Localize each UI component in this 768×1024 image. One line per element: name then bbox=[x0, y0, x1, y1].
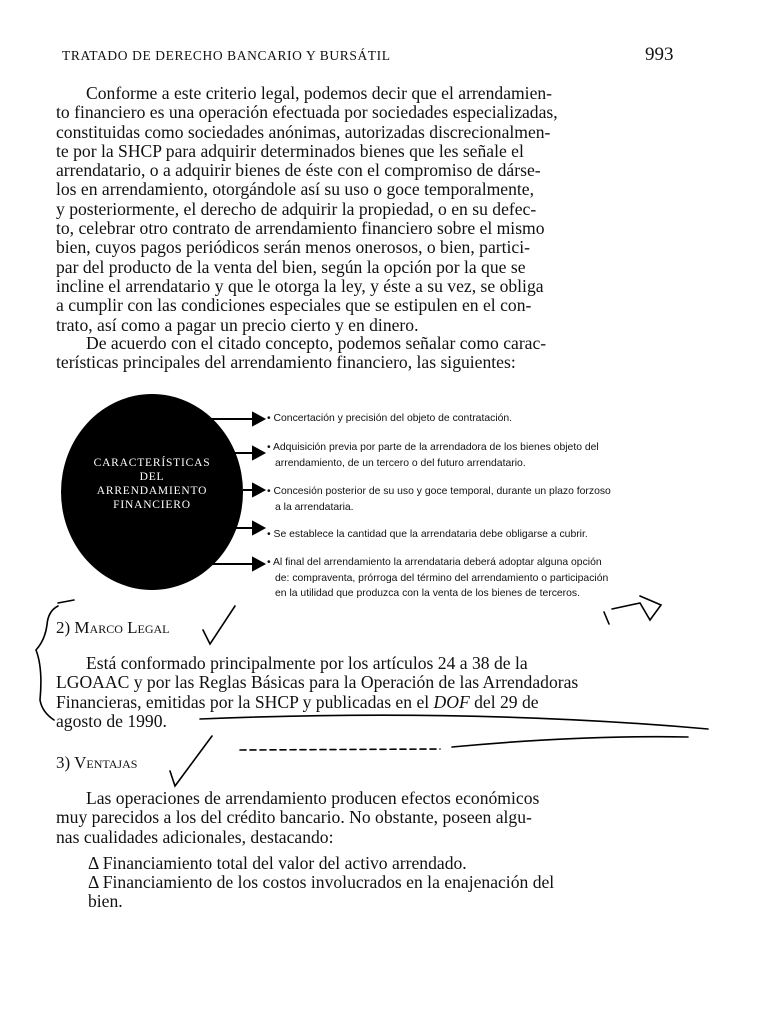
section-heading-marco-legal: 2) Marco Legal bbox=[56, 618, 170, 637]
list-item-line: Δ Financiamiento total del valor del activo arrendado. bbox=[88, 853, 467, 873]
text-line: los en arrendamiento, otorgándole así su uso o goce temporalmente, bbox=[56, 179, 534, 200]
diagram-item-line: de: compraventa, prórroga del término del arrendamiento o participación bbox=[275, 572, 609, 584]
text-line: te por la SHCP para adquirir determinados bienes que les señale el bbox=[56, 140, 524, 161]
text-line: Está conformado principalmente por los artículos 24 a 38 de la bbox=[86, 653, 528, 673]
section-heading-ventajas: 3) Ventajas bbox=[56, 753, 138, 772]
oval-title-line: FINANCIERO bbox=[113, 499, 191, 511]
text-line: incline el arrendatario y que le otorga la ley, y éste a su vez, se obliga bbox=[56, 275, 544, 296]
text-line: par del producto de la venta del bien, según la opción por la que se bbox=[56, 256, 526, 277]
text-line: muy parecidos a los del crédito bancario. No obstante, poseen algu- bbox=[56, 807, 532, 828]
diagram-item-line: a la arrendataria. bbox=[275, 501, 354, 513]
underline-stroke bbox=[240, 749, 440, 750]
squiggle-mark bbox=[612, 596, 661, 620]
oval-title-line: ARRENDAMIENTO bbox=[96, 485, 208, 497]
diagram-item-line: en la utilidad que produzca con la venta de los bienes de terceros. bbox=[275, 588, 580, 599]
checkmark-icon bbox=[170, 736, 212, 786]
text-line: agosto de 1990. bbox=[56, 710, 167, 731]
diagram-item-line: • Se establece la cantidad que la arrendataria debe obligarse a cubrir. bbox=[267, 529, 588, 540]
underline-stroke bbox=[452, 737, 688, 747]
oval-title-line: CARACTERÍSTICAS bbox=[93, 457, 211, 469]
underline-stroke bbox=[200, 715, 708, 729]
oval-title-line: DEL bbox=[139, 471, 165, 483]
text-line: to, celebrar otro contrato de arrendamiento financiero sobre el mismo bbox=[56, 218, 545, 239]
diagram-item-line: • Concesión posterior de su uso y goce temporal, durante un plazo forzoso bbox=[267, 486, 611, 497]
page-number: 993 bbox=[645, 44, 674, 65]
text-line: LGOAAC y por las Reglas Básicas para la Operación de las Arrendadoras bbox=[56, 672, 579, 693]
text-line: De acuerdo con el citado concepto, podemos señalar como carac- bbox=[86, 333, 547, 353]
diagram-item-line: • Al final del arrendamiento la arrendataria deberá adoptar alguna opción bbox=[267, 557, 602, 568]
text-line: bien, cuyos pagos periódicos serán menos onerosos, o bien, partici- bbox=[56, 237, 530, 258]
list-item-line: bien. bbox=[88, 891, 123, 912]
text-line: nas cualidades adicionales, destacando: bbox=[56, 826, 334, 847]
text-line: y posteriormente, el derecho de adquirir la propiedad, o en su defec- bbox=[56, 198, 537, 219]
text-line: trato, así como a pagar un precio cierto y en dinero. bbox=[56, 314, 419, 335]
text-line: a cumplir con las condiciones especiales que se estipulen en el con- bbox=[56, 295, 532, 316]
text-line: Financieras, emitidas por la SHCP y publicadas en el DOF del 29 de bbox=[56, 691, 539, 712]
diagram-item-line: • Adquisición previa por parte de la arrendadora de los bienes objeto del bbox=[267, 442, 599, 453]
running-head: TRATADO DE DERECHO BANCARIO Y BURSÁTIL bbox=[62, 48, 391, 63]
checkmark-icon bbox=[203, 606, 235, 644]
text-line: Conforme a este criterio legal, podemos decir que el arrendamien- bbox=[86, 83, 553, 103]
text-line: terísticas principales del arrendamiento financiero, las siguientes: bbox=[56, 352, 516, 373]
list-item-line: Δ Financiamiento de los costos involucrados en la enajenación del bbox=[88, 872, 555, 892]
bracket-mark bbox=[36, 606, 58, 720]
text-line: constituidas como sociedades anónimas, autorizadas discrecionalmen- bbox=[56, 121, 551, 142]
text-line: to financiero es una operación efectuada por sociedades especializadas, bbox=[56, 102, 558, 123]
text-line: arrendatario, o a adquirir bienes de éste con el compromiso de dárse- bbox=[56, 160, 541, 181]
diagram-item-line: • Concertación y precisión del objeto de contratación. bbox=[267, 413, 513, 424]
margin-tick-mark bbox=[58, 600, 74, 603]
diagram-item-line: arrendamiento, de un tercero o del futuro arrendatario. bbox=[275, 457, 526, 469]
text-line: Las operaciones de arrendamiento producen efectos económicos bbox=[86, 788, 540, 808]
margin-tick-mark bbox=[604, 612, 609, 624]
